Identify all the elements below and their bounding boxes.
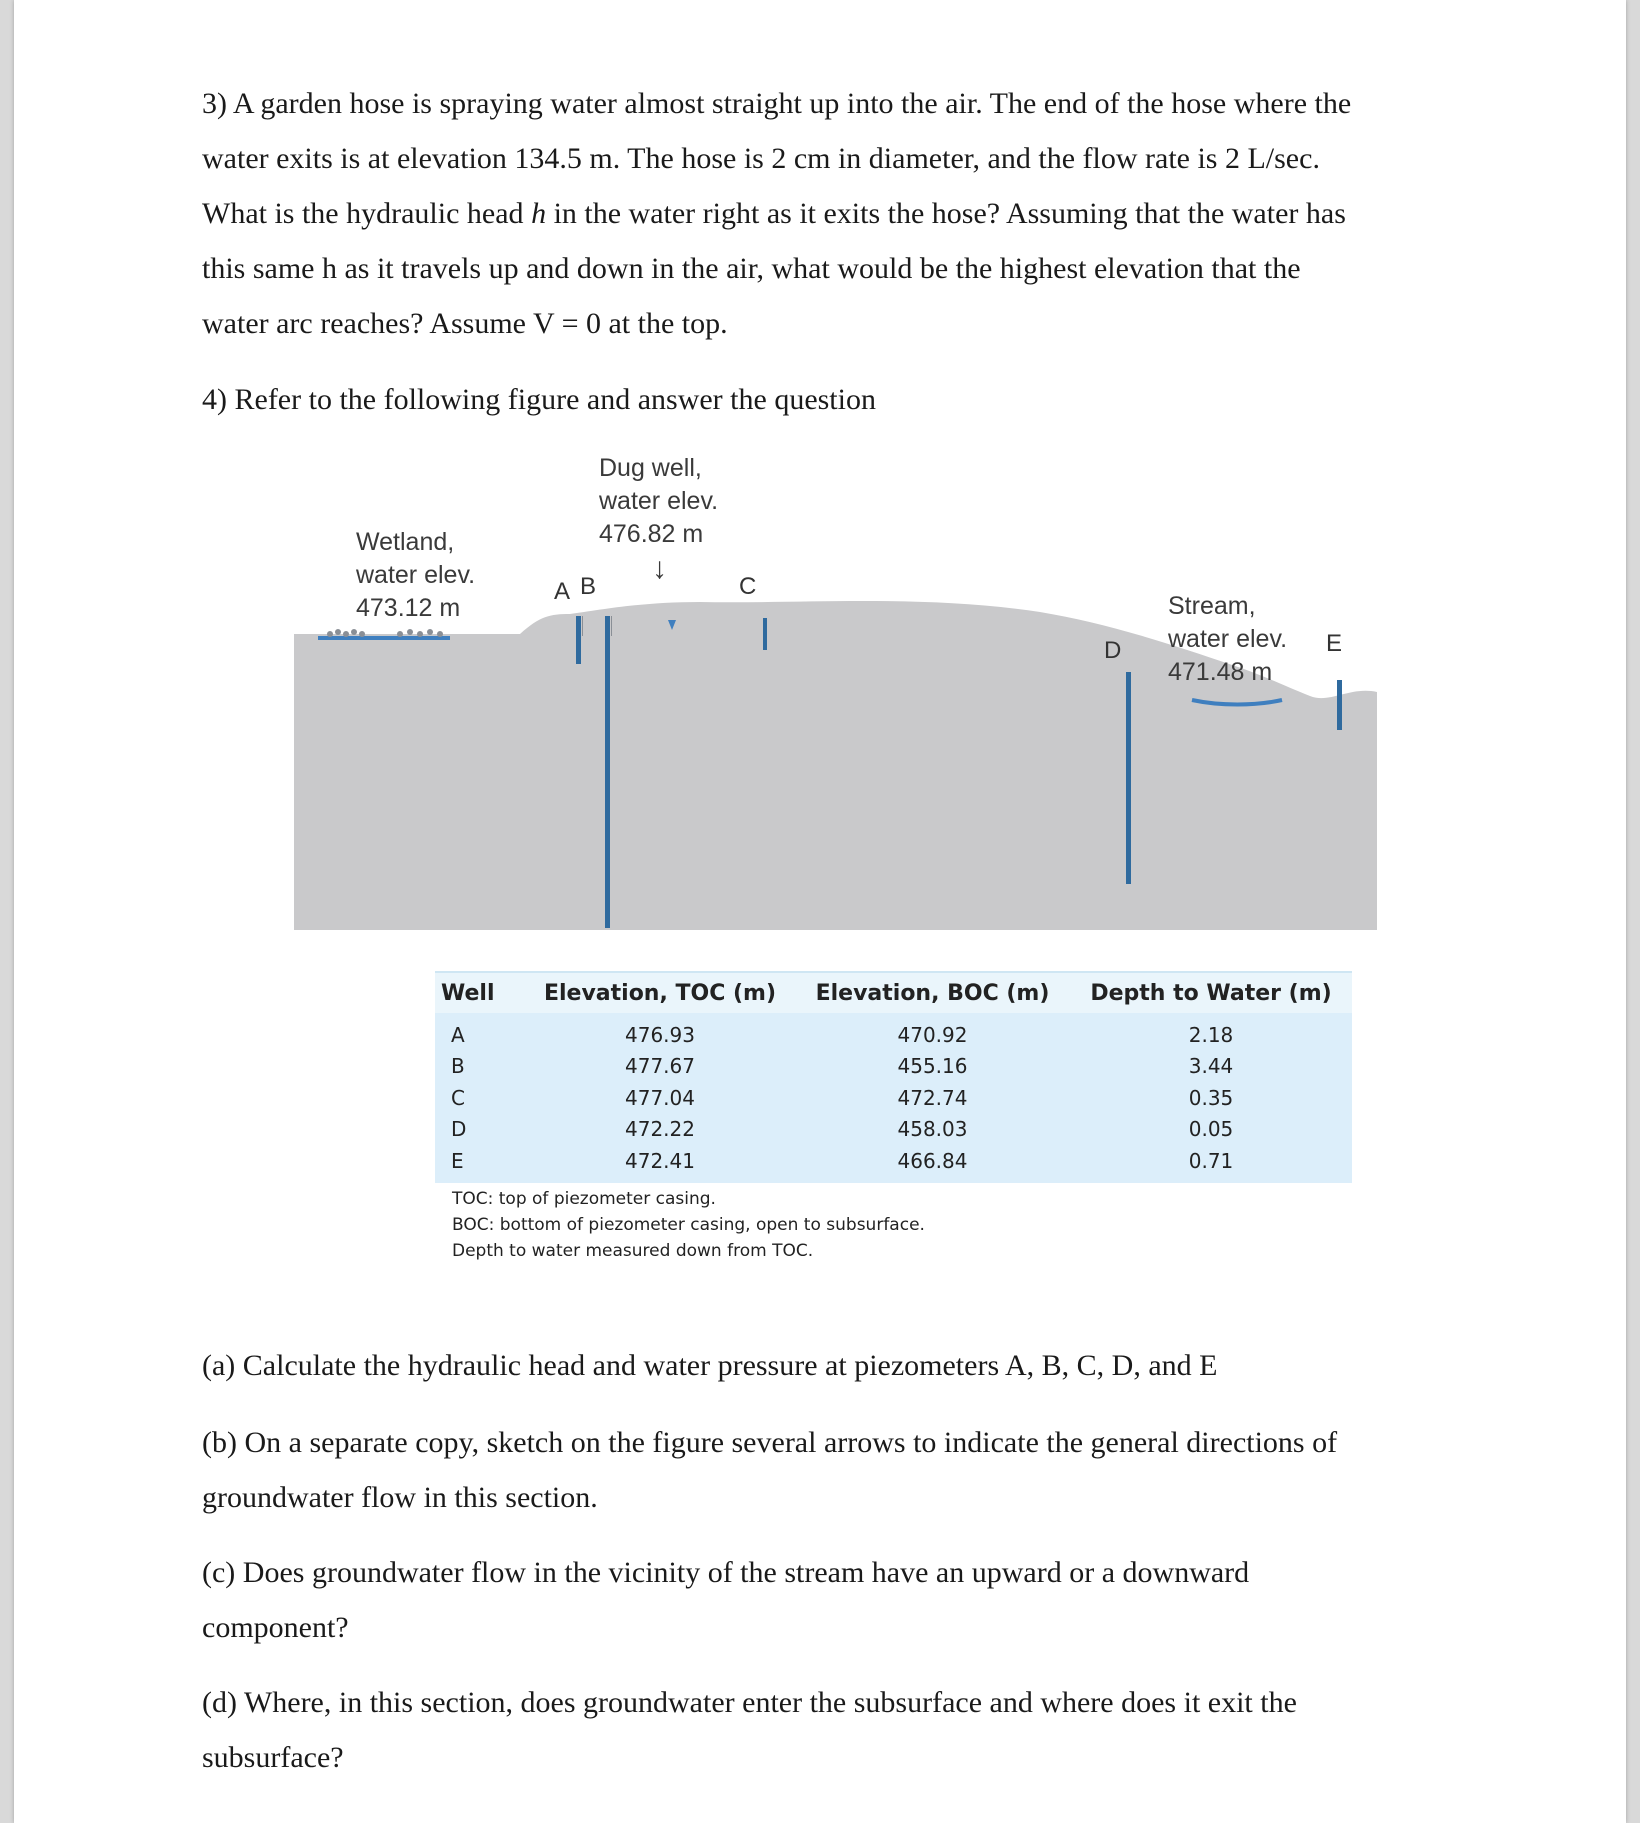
cell-boc: 458.03 [897, 1117, 968, 1142]
question-3 [202, 76, 1462, 351]
document-page [14, 0, 1626, 1823]
well-letter-E: E [1326, 630, 1343, 657]
q3-variable-h: h [531, 197, 547, 230]
q3-line-2: water exits is at elevation 134.5 m. The hose is 2 cm in diameter, and the flow rate is 2 L/sec. [202, 142, 1320, 175]
stream-label: Stream, water elev. 471.48 m [1168, 592, 1288, 686]
question-a: (a) Calculate the hydraulic head and water pressure at piezometers A, B, C, D, and E [202, 1349, 1218, 1382]
cell-toc: 476.93 [625, 1022, 695, 1047]
table-header-row [435, 971, 1352, 1013]
question-d [202, 1675, 1462, 1785]
wetland-label: Wetland, water elev. 473.12 m [356, 528, 476, 622]
question-b-line-1: (b) On a separate copy, sketch on the figure several arrows to indicate the general directions of [202, 1426, 1338, 1459]
header-depth: Depth to Water (m) [1090, 980, 1332, 1006]
cell-well: A [451, 1022, 465, 1047]
cell-toc: 477.67 [625, 1054, 695, 1079]
dug-well-arrow-icon: ↓ [652, 552, 667, 585]
q3-line-1: 3) A garden hose is spraying water almost straight up into the air. The end of the hose where the [202, 87, 1352, 120]
table-row [435, 1145, 1352, 1177]
cell-well: B [451, 1054, 465, 1079]
cell-depth: 3.44 [1188, 1054, 1234, 1079]
well-letter-D: D [1104, 637, 1122, 664]
well-letter-B: B [580, 573, 597, 600]
table-row [435, 1051, 1352, 1083]
cell-well: C [451, 1085, 465, 1110]
q3-line-3-b: in the water right as it exits the hose? Assuming that the water has [546, 197, 1346, 230]
question-c-line-1: (c) Does groundwater flow in the vicinity of the stream have an upward or a downward [202, 1556, 1250, 1589]
cell-toc: 477.04 [625, 1085, 695, 1110]
note-depth: Depth to water measured down from TOC. [452, 1241, 814, 1261]
table-body [435, 1013, 1352, 1183]
cell-boc: 470.92 [897, 1022, 968, 1047]
q3-line-4: this same h as it travels up and down in the air, what would be the highest elevation that the [202, 252, 1301, 285]
header-well: Well [441, 980, 495, 1006]
table-row [435, 1082, 1352, 1114]
cell-boc: 455.16 [897, 1054, 968, 1079]
question-b-line-2: groundwater flow in this section. [202, 1481, 598, 1514]
cell-depth: 0.05 [1188, 1117, 1234, 1142]
table-notes [452, 1186, 925, 1264]
cross-section-figure [280, 444, 1380, 944]
well-letter-A: A [554, 578, 571, 605]
cell-toc: 472.22 [625, 1117, 695, 1142]
table-row [435, 1019, 1352, 1051]
table-row [435, 1114, 1352, 1146]
cell-toc: 472.41 [625, 1148, 695, 1173]
cell-boc: 472.74 [897, 1085, 968, 1110]
q3-line-3-a: What is the hydraulic head [202, 197, 532, 230]
piezometer-table [435, 971, 1352, 1183]
cell-well: D [451, 1117, 467, 1142]
question-b [202, 1415, 1462, 1525]
note-toc: TOC: top of piezometer casing. [452, 1189, 716, 1209]
header-toc: Elevation, TOC (m) [543, 980, 777, 1006]
question-d-line-2: subsurface? [202, 1741, 344, 1774]
well-letter-C: C [739, 573, 757, 600]
piezometer-D [1126, 672, 1131, 884]
cell-well: E [451, 1148, 464, 1173]
dug-well-label: Dug well, water elev. 476.82 m [599, 454, 719, 548]
q3-line-5: water arc reaches? Assume V = 0 at the top. [202, 307, 728, 340]
question-c-line-2: component? [202, 1611, 349, 1644]
question-c [202, 1545, 1462, 1655]
piezometer-C [763, 618, 767, 650]
cell-depth: 0.71 [1188, 1148, 1234, 1173]
cell-boc: 466.84 [897, 1148, 968, 1173]
header-boc: Elevation, BOC (m) [815, 980, 1050, 1006]
question-d-line-1: (d) Where, in this section, does groundwater enter the subsurface and where does it exit the [202, 1686, 1297, 1719]
cell-depth: 0.35 [1188, 1085, 1234, 1110]
question-4-intro: 4) Refer to the following figure and answer the question [202, 383, 876, 416]
q3-line-3 [202, 186, 1462, 241]
cell-depth: 2.18 [1188, 1022, 1234, 1047]
note-boc: BOC: bottom of piezometer casing, open to subsurface. [452, 1215, 925, 1235]
piezometer-E [1337, 680, 1342, 730]
